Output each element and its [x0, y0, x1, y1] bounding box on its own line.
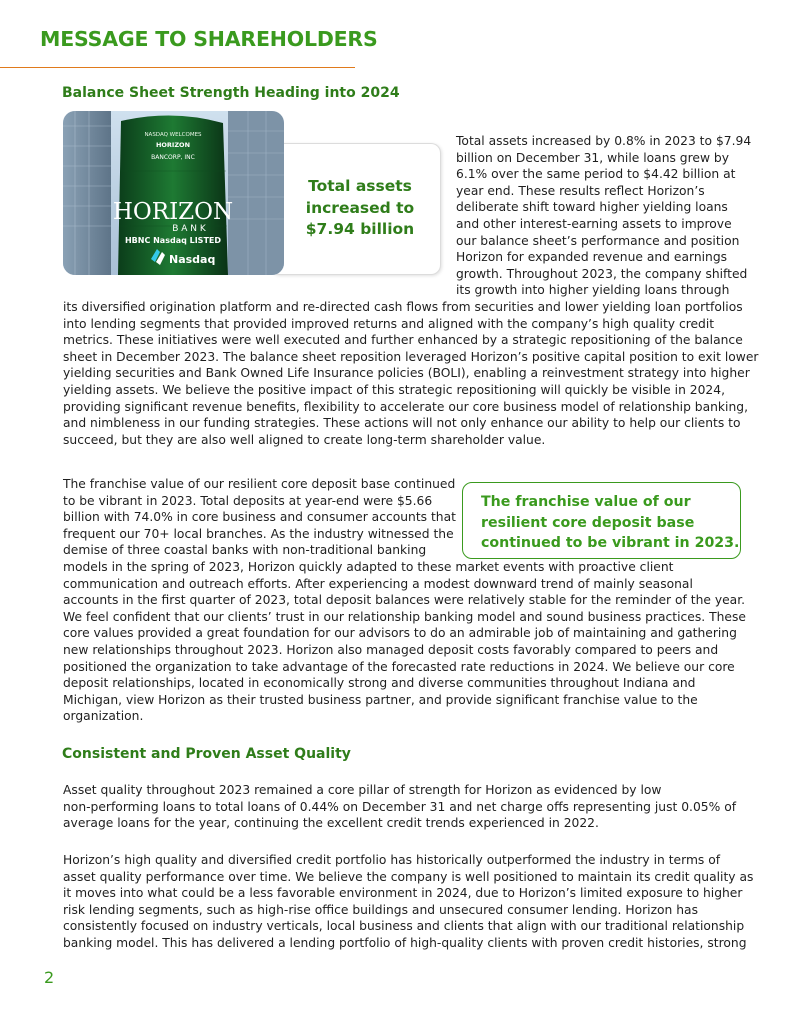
callout-line: Total assets	[308, 177, 412, 195]
text-line: deposit relationships, located in economically strong and diverse communities throughout Indiana and	[63, 676, 696, 691]
page-number: 2	[44, 968, 55, 987]
text-line: yielding assets. We believe the positive impact of this strategic repositioning will quickly be visible in 2024,	[63, 382, 725, 397]
text-line: billion on December 31, while loans grew by	[456, 150, 730, 165]
photo-logo-horizon: HORIZON	[112, 199, 234, 225]
section-heading-asset-quality: Consistent and Proven Asset Quality	[62, 746, 351, 762]
text-line: and nimbleness in our funding strategies. These actions will not only enhance our ability to help our clients to	[63, 416, 741, 431]
text-line: accounts in the first quarter of 2023, total deposit balances were relatively stable for the reminder of the year.	[63, 593, 746, 608]
text-line: Horizon’s high quality and diversified credit portfolio has historically outperformed the industry in terms of	[63, 853, 721, 867]
text-line: We feel confident that our clients’ trust in our relationship banking model and sound business practices. These	[63, 609, 746, 624]
text-line: to be vibrant in 2023. Total deposits at year-end were $5.66	[63, 493, 433, 508]
paragraph-total-assets-full	[63, 299, 758, 448]
text-line: banking model. This has delivered a lending portfolio of high-quality clients with proven credit histories, strong	[63, 935, 747, 950]
photo-nasdaq-text: Nasdaq	[169, 253, 216, 266]
text-line: succeed, but they are also well aligned to create long-term shareholder value.	[63, 432, 546, 447]
callout-box-deposit-franchise	[462, 482, 741, 559]
photo-sign-line: BANCORP, INC	[151, 154, 195, 161]
title-divider	[0, 67, 355, 68]
photo-ticker: HBNC Nasdaq LISTED	[124, 236, 222, 245]
text-line: new relationships throughout 2023. Horizon also managed deposit costs favorably compared to peers and	[63, 642, 719, 657]
text-line: demise of three coastal banks with non-traditional banking	[63, 543, 427, 558]
text-line: risk lending segments, such as high-rise office buildings and unsecured consumer lending. Horizon has	[63, 902, 698, 917]
text-line: it moves into what could be a less favorable environment in 2024, due to Horizon’s limited exposure to higher	[63, 886, 743, 901]
callout-line: continued to be vibrant in 2023.	[481, 535, 740, 551]
callout-line: The franchise value of our	[481, 494, 691, 510]
text-line: consistently focused on industry verticals, local business and clients that align with our traditional relationship	[63, 919, 745, 934]
section-heading-balance-sheet: Balance Sheet Strength Heading into 2024	[62, 85, 400, 101]
text-line: average loans for the year, continuing the excellent credit trends experienced in 2022.	[63, 816, 599, 831]
paragraph-deposits-full	[63, 559, 746, 725]
text-line: and other interest-earning assets to improve	[456, 216, 732, 231]
callout-line: $7.94 billion	[305, 220, 415, 238]
callout-total-assets	[300, 176, 420, 241]
text-line: Asset quality throughout 2023 remained a core pillar of strength for Horizon as evidenced by low	[63, 783, 662, 797]
nasdaq-tower-photo	[63, 111, 284, 275]
text-line: billion with 74.0% in core business and consumer accounts that	[63, 510, 456, 525]
callout-deposit-franchise	[481, 492, 739, 554]
paragraph-total-assets-wrapped	[456, 133, 751, 299]
text-line: deliberate shift toward higher yielding loans	[456, 200, 728, 215]
text-line: The franchise value of our resilient core deposit base continued	[63, 477, 456, 491]
callout-line: resilient core deposit base	[481, 514, 695, 531]
page-title: MESSAGE TO SHAREHOLDERS	[40, 27, 378, 51]
text-line: Total assets increased by 0.8% in 2023 to $7.94	[456, 134, 752, 148]
paragraph-asset-quality-2	[63, 852, 753, 952]
text-line: 6.1% over the same period to $4.42 billion at	[456, 167, 736, 182]
text-line: yielding securities and Bank Owned Life Insurance policies (BOLI), enabling a reinvestment strategy into higher	[63, 366, 750, 381]
text-line: metrics. These initiatives were well executed and further enhanced by a strategic repositioning of the balance	[63, 333, 743, 348]
text-line: positioned the organization to take advantage of the forecasted rate reductions in 2024. We believe our core	[63, 659, 735, 674]
text-line: asset quality performance over time. We believe the company is well positioned to maintain its credit quality as	[63, 869, 754, 884]
text-line: models in the spring of 2023, Horizon quickly adapted to these market events with proactive client	[63, 560, 674, 574]
text-line: communication and outreach efforts. After experiencing a modest downward trend of mainly seasonal	[63, 576, 693, 591]
text-line: its growth into higher yielding loans through	[456, 283, 730, 298]
text-line: Michigan, view Horizon as their trusted business partner, and provide significant franchise value to the	[63, 692, 698, 707]
text-line: non-performing loans to total loans of 0.44% on December 31 and net charge offs representing just 0.05% of	[63, 799, 737, 814]
text-line: growth. Throughout 2023, the company shifted	[456, 266, 748, 281]
paragraph-asset-quality-1	[63, 782, 736, 832]
text-line: organization.	[63, 709, 144, 724]
text-line: sheet in December 2023. The balance sheet reposition leveraged Horizon’s positive capital position to exit lower	[63, 349, 759, 364]
text-line: its diversified origination platform and re-directed cash flows from securities and lower yielding loan portfolios	[63, 300, 743, 314]
photo-logo-bank: B A N K	[172, 224, 206, 234]
text-line: frequent our 70+ local branches. As the industry witnessed the	[63, 526, 454, 541]
paragraph-deposits-wrapped	[63, 476, 456, 559]
text-line: core values provided a great foundation for our advisors to do an admirable job of maintaining and gathering	[63, 626, 737, 641]
callout-line: increased to	[305, 198, 415, 217]
text-line: year end. These results reflect Horizon’s	[456, 183, 705, 198]
text-line: into lending segments that provided improved returns and aligned with the company’s high quality credit	[63, 316, 715, 331]
text-line: providing significant revenue benefits, flexibility to accelerate our core business model of relationship banking,	[63, 399, 748, 414]
photo-sign-line: NASDAQ WELCOMES	[144, 132, 202, 138]
text-line: Horizon for expanded revenue and earnings	[456, 250, 728, 265]
photo-sign-line: HORIZON	[155, 141, 191, 149]
text-line: our balance sheet’s performance and position	[456, 233, 740, 248]
